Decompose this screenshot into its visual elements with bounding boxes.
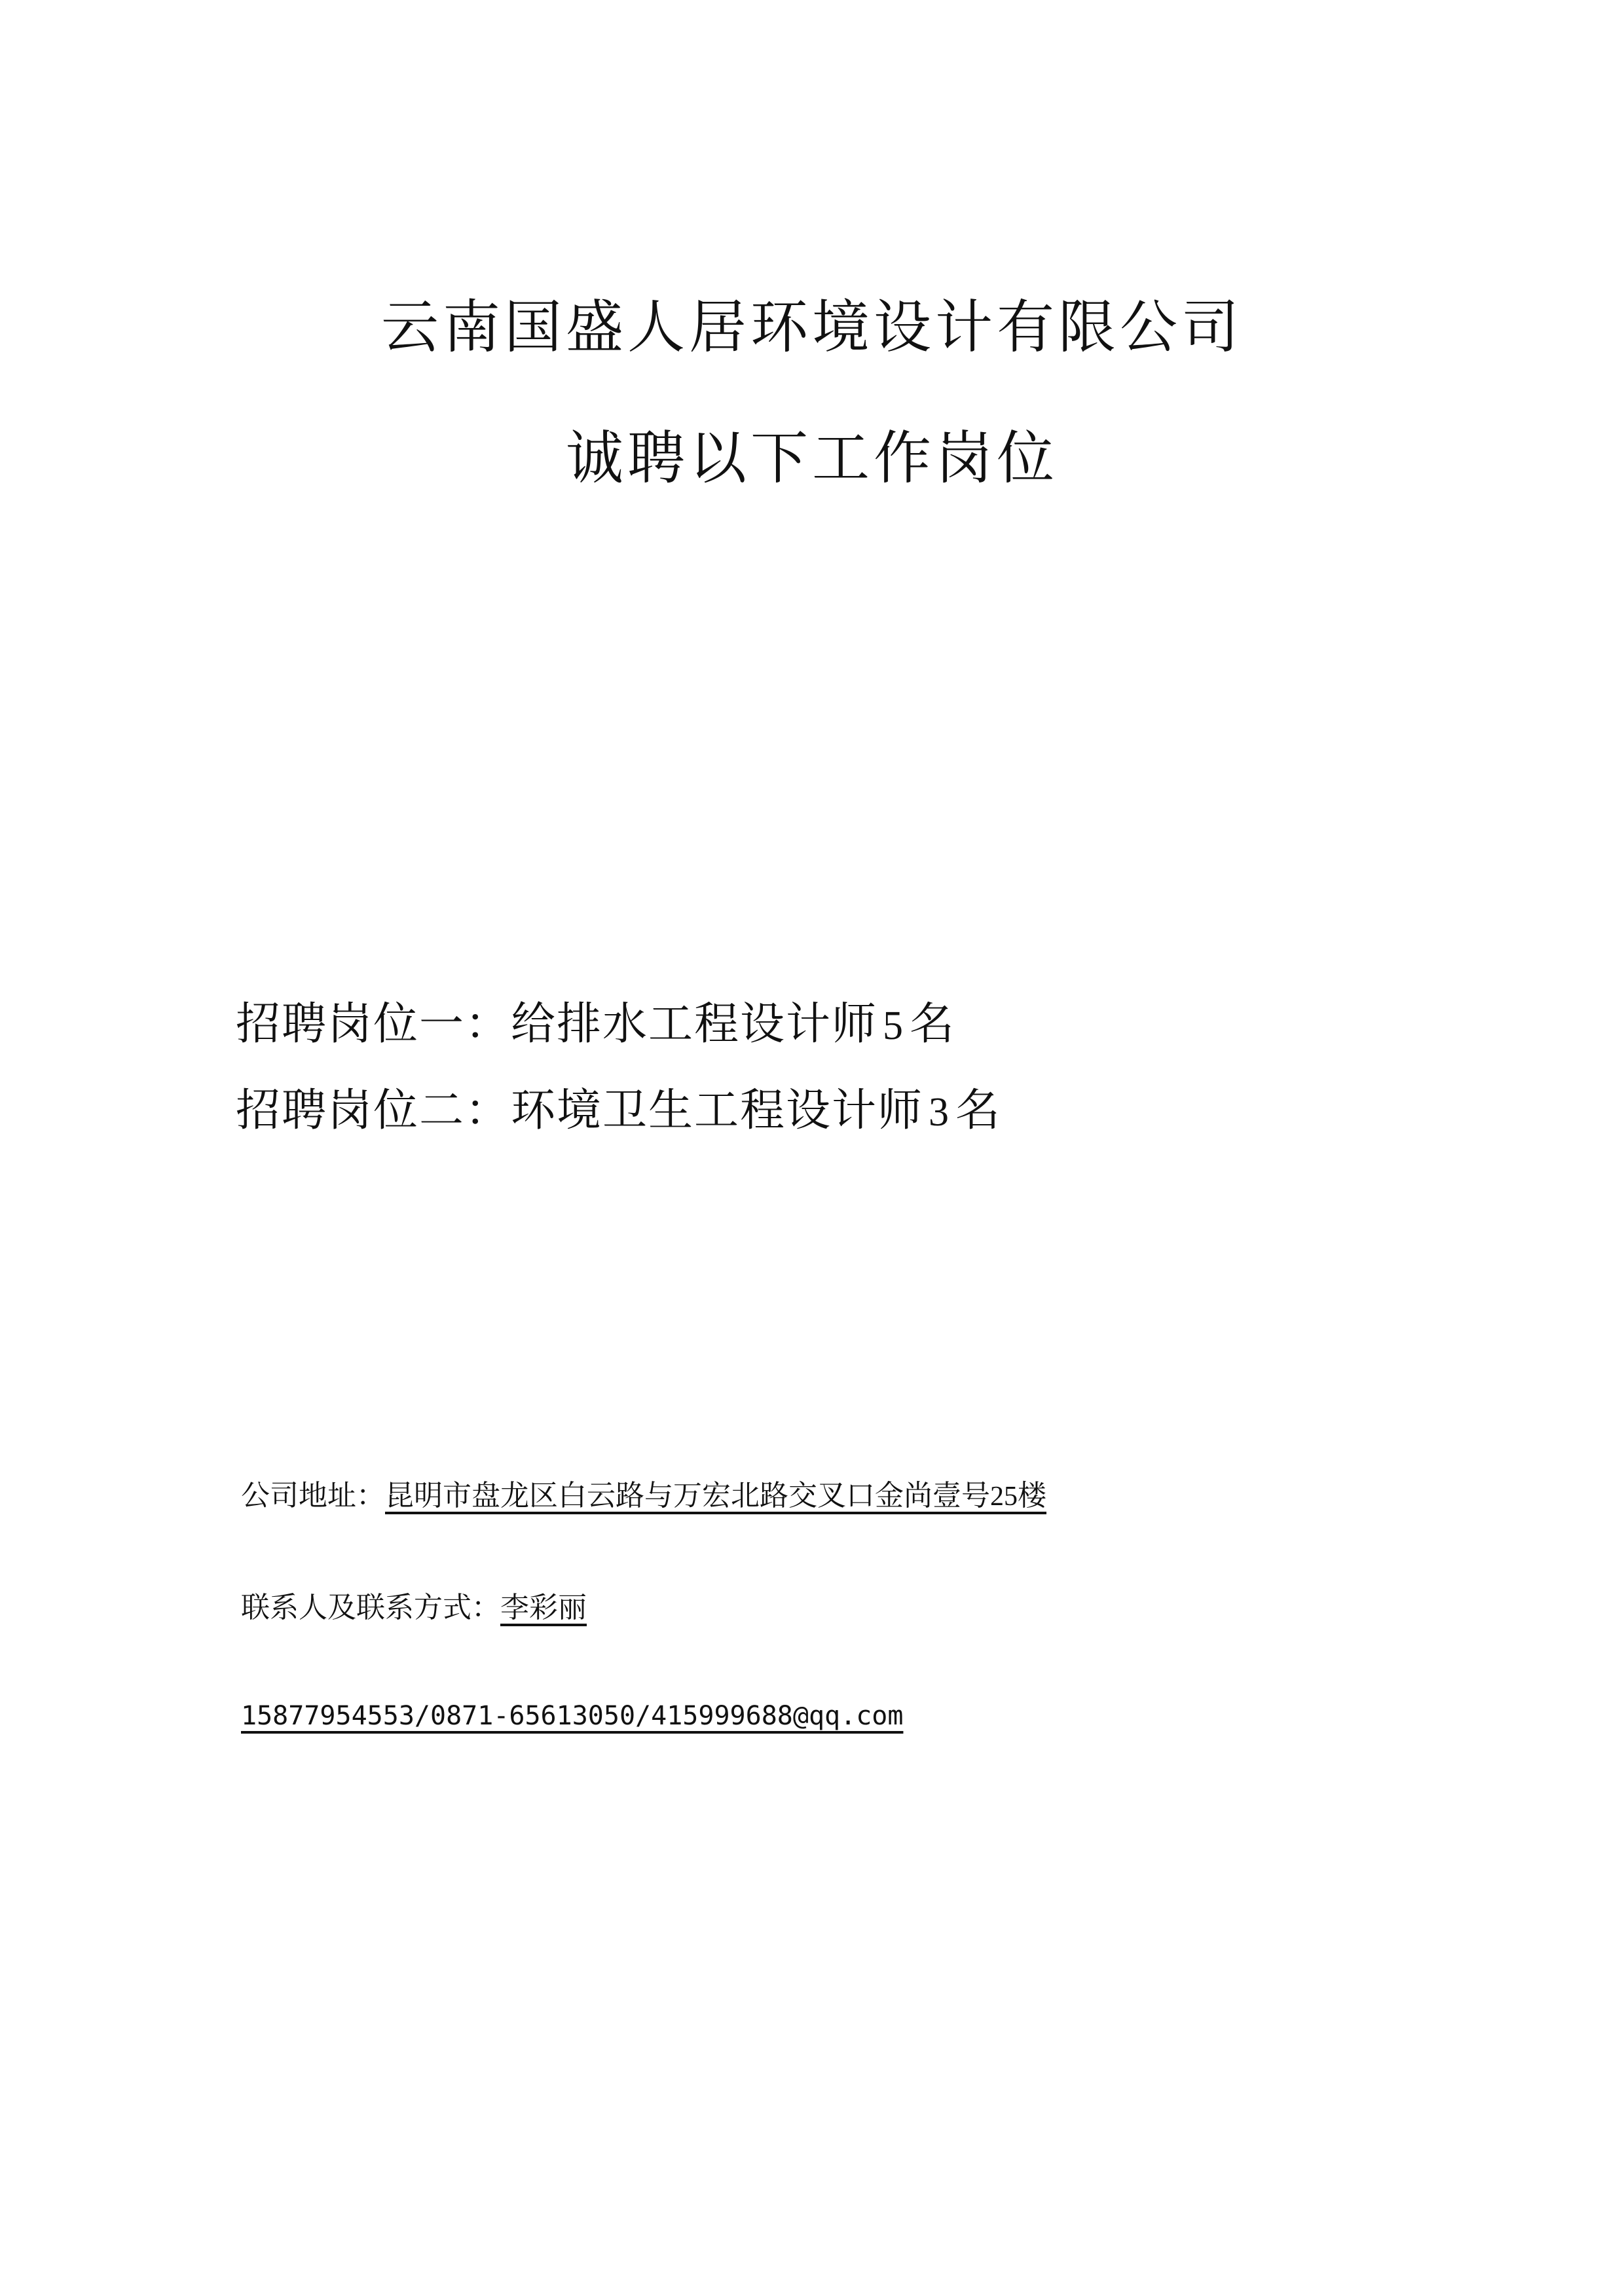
company-address-value (385, 1479, 1046, 1512)
position-2-label: 招聘岗位二：环境卫生工程设计师 (236, 1085, 924, 1137)
position-item-2 (236, 1068, 1414, 1155)
position-2-count: 3 (929, 1090, 951, 1135)
company-address-row (241, 1473, 1485, 1520)
contact-phone-email: 15877954553/0871-65613050/415999688@qq.com (241, 1701, 904, 1731)
company-address-label: 公司地址： (241, 1479, 385, 1512)
position-1-label: 招聘岗位一：给排水工程设计师 (236, 998, 878, 1050)
contact-person-label: 联系人及联系方式： (241, 1591, 500, 1624)
document-title-block (0, 262, 1624, 524)
contact-person-value: 李彩丽 (500, 1591, 587, 1624)
company-address-floor-number: 25 (990, 1482, 1018, 1512)
position-item-1 (236, 982, 1414, 1068)
page-title-line-2: 诚聘以下工作岗位 (565, 424, 1058, 492)
page-title-line-1: 云南国盛人居环境设计有限公司 (380, 293, 1243, 361)
company-address-floor-unit: 楼 (1018, 1479, 1046, 1512)
contact-block (241, 1473, 1485, 1736)
contact-person-row (241, 1585, 1485, 1631)
positions-block (236, 982, 1414, 1155)
position-1-unit: 名 (910, 998, 956, 1050)
position-1-count: 5 (883, 1004, 905, 1048)
position-2-unit: 名 (955, 1085, 1002, 1137)
company-address-text: 昆明市盘龙区白云路与万宏北路交叉口金尚壹号 (385, 1479, 990, 1512)
